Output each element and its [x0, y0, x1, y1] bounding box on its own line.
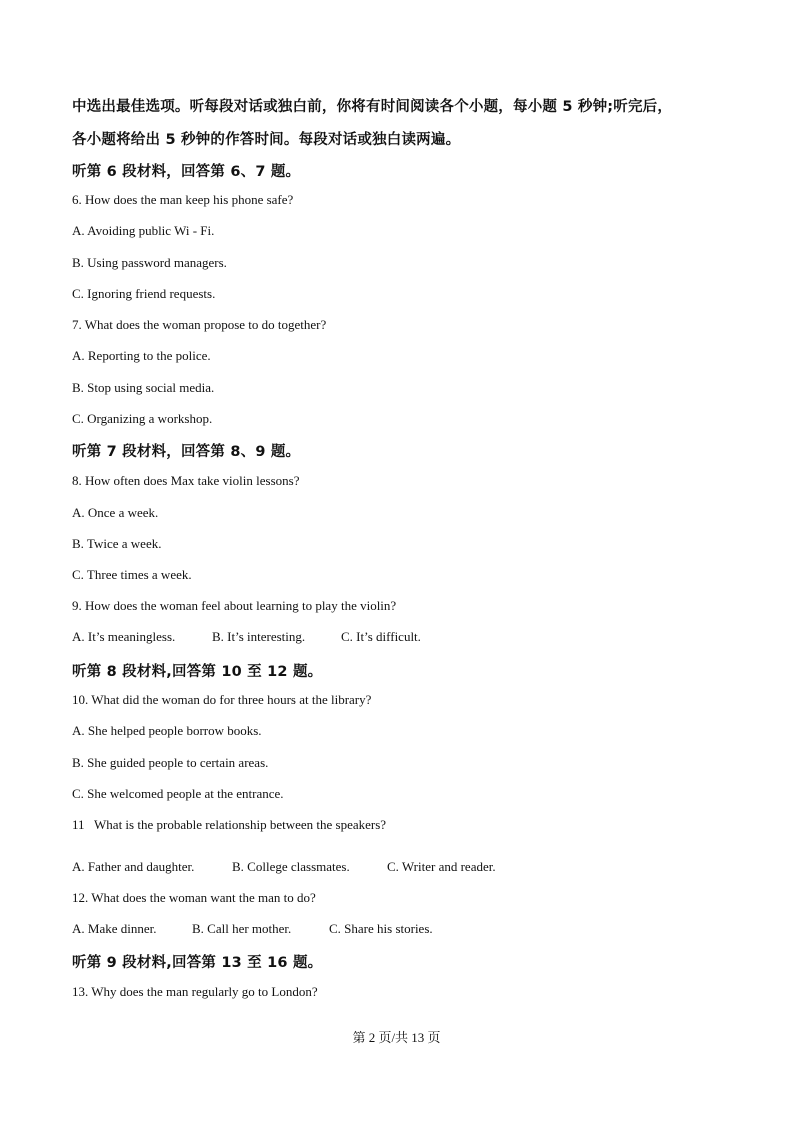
question-7-stem: 7. What does the woman propose to do together? — [72, 317, 327, 332]
question-12-option-c: C. Share his stories. — [329, 921, 433, 936]
section-heading-7: 听第 7 段材料，回答第 8、9 题。 — [72, 444, 301, 460]
question-12-options — [72, 921, 433, 937]
question-12-option-a: A. Make dinner. — [72, 921, 157, 936]
question-8-option-a: A. Once a week. — [72, 505, 159, 520]
question-11-option-a: A. Father and daughter. — [72, 859, 195, 874]
section-heading-8: 听第 8 段材料,回答第 10 至 12 题。 — [72, 664, 323, 680]
question-6-option-a: A. Avoiding public Wi - Fi. — [72, 223, 215, 238]
question-8-stem: 8. How often does Max take violin lessons? — [72, 473, 300, 488]
question-11-option-c: C. Writer and reader. — [387, 859, 496, 874]
question-7-option-b: B. Stop using social media. — [72, 380, 215, 395]
question-10-option-b: B. She guided people to certain areas. — [72, 755, 269, 770]
question-9-option-b: B. It’s interesting. — [212, 629, 306, 644]
question-11-option-b: B. College classmates. — [232, 859, 350, 874]
question-6-option-c: C. Ignoring friend requests. — [72, 286, 216, 301]
question-9-options — [72, 629, 421, 645]
question-8-option-b: B. Twice a week. — [72, 536, 162, 551]
section-heading-6: 听第 6 段材料，回答第 6、7 题。 — [72, 164, 301, 180]
question-8-option-c: C. Three times a week. — [72, 567, 192, 582]
question-10-stem: 10. What did the woman do for three hours at the library? — [72, 692, 372, 707]
question-11-stem: 11 What is the probable relationship between the speakers? — [72, 817, 387, 832]
question-12-option-b: B. Call her mother. — [192, 921, 292, 936]
question-9-stem: 9. How does the woman feel about learning to play the violin? — [72, 598, 397, 613]
question-10-option-c: C. She welcomed people at the entrance. — [72, 786, 284, 801]
question-10-option-a: A. She helped people borrow books. — [72, 723, 262, 738]
question-9-option-c: C. It’s difficult. — [341, 629, 421, 644]
section-heading-9: 听第 9 段材料,回答第 13 至 16 题。 — [72, 955, 323, 971]
page-footer: 第 2 页/共 13 页 — [352, 1030, 441, 1045]
question-6-stem: 6. How does the man keep his phone safe? — [72, 192, 294, 207]
question-6-option-b: B. Using password managers. — [72, 255, 227, 270]
question-7-option-a: A. Reporting to the police. — [72, 348, 211, 363]
question-7-option-c: C. Organizing a workshop. — [72, 411, 213, 426]
instruction-line-1: 中选出最佳选项。听每段对话或独白前，你将有时间阅读各个小题，每小题 5 秒钟;听完后， — [72, 99, 673, 115]
question-11-options — [72, 859, 496, 875]
question-12-stem: 12. What does the woman want the man to do? — [72, 890, 316, 905]
question-9-option-a: A. It’s meaningless. — [72, 629, 176, 644]
instruction-line-2: 各小题将给出 5 秒钟的作答时间。每段对话或独白读两遍。 — [72, 132, 461, 148]
question-13-stem: 13. Why does the man regularly go to London? — [72, 984, 318, 999]
